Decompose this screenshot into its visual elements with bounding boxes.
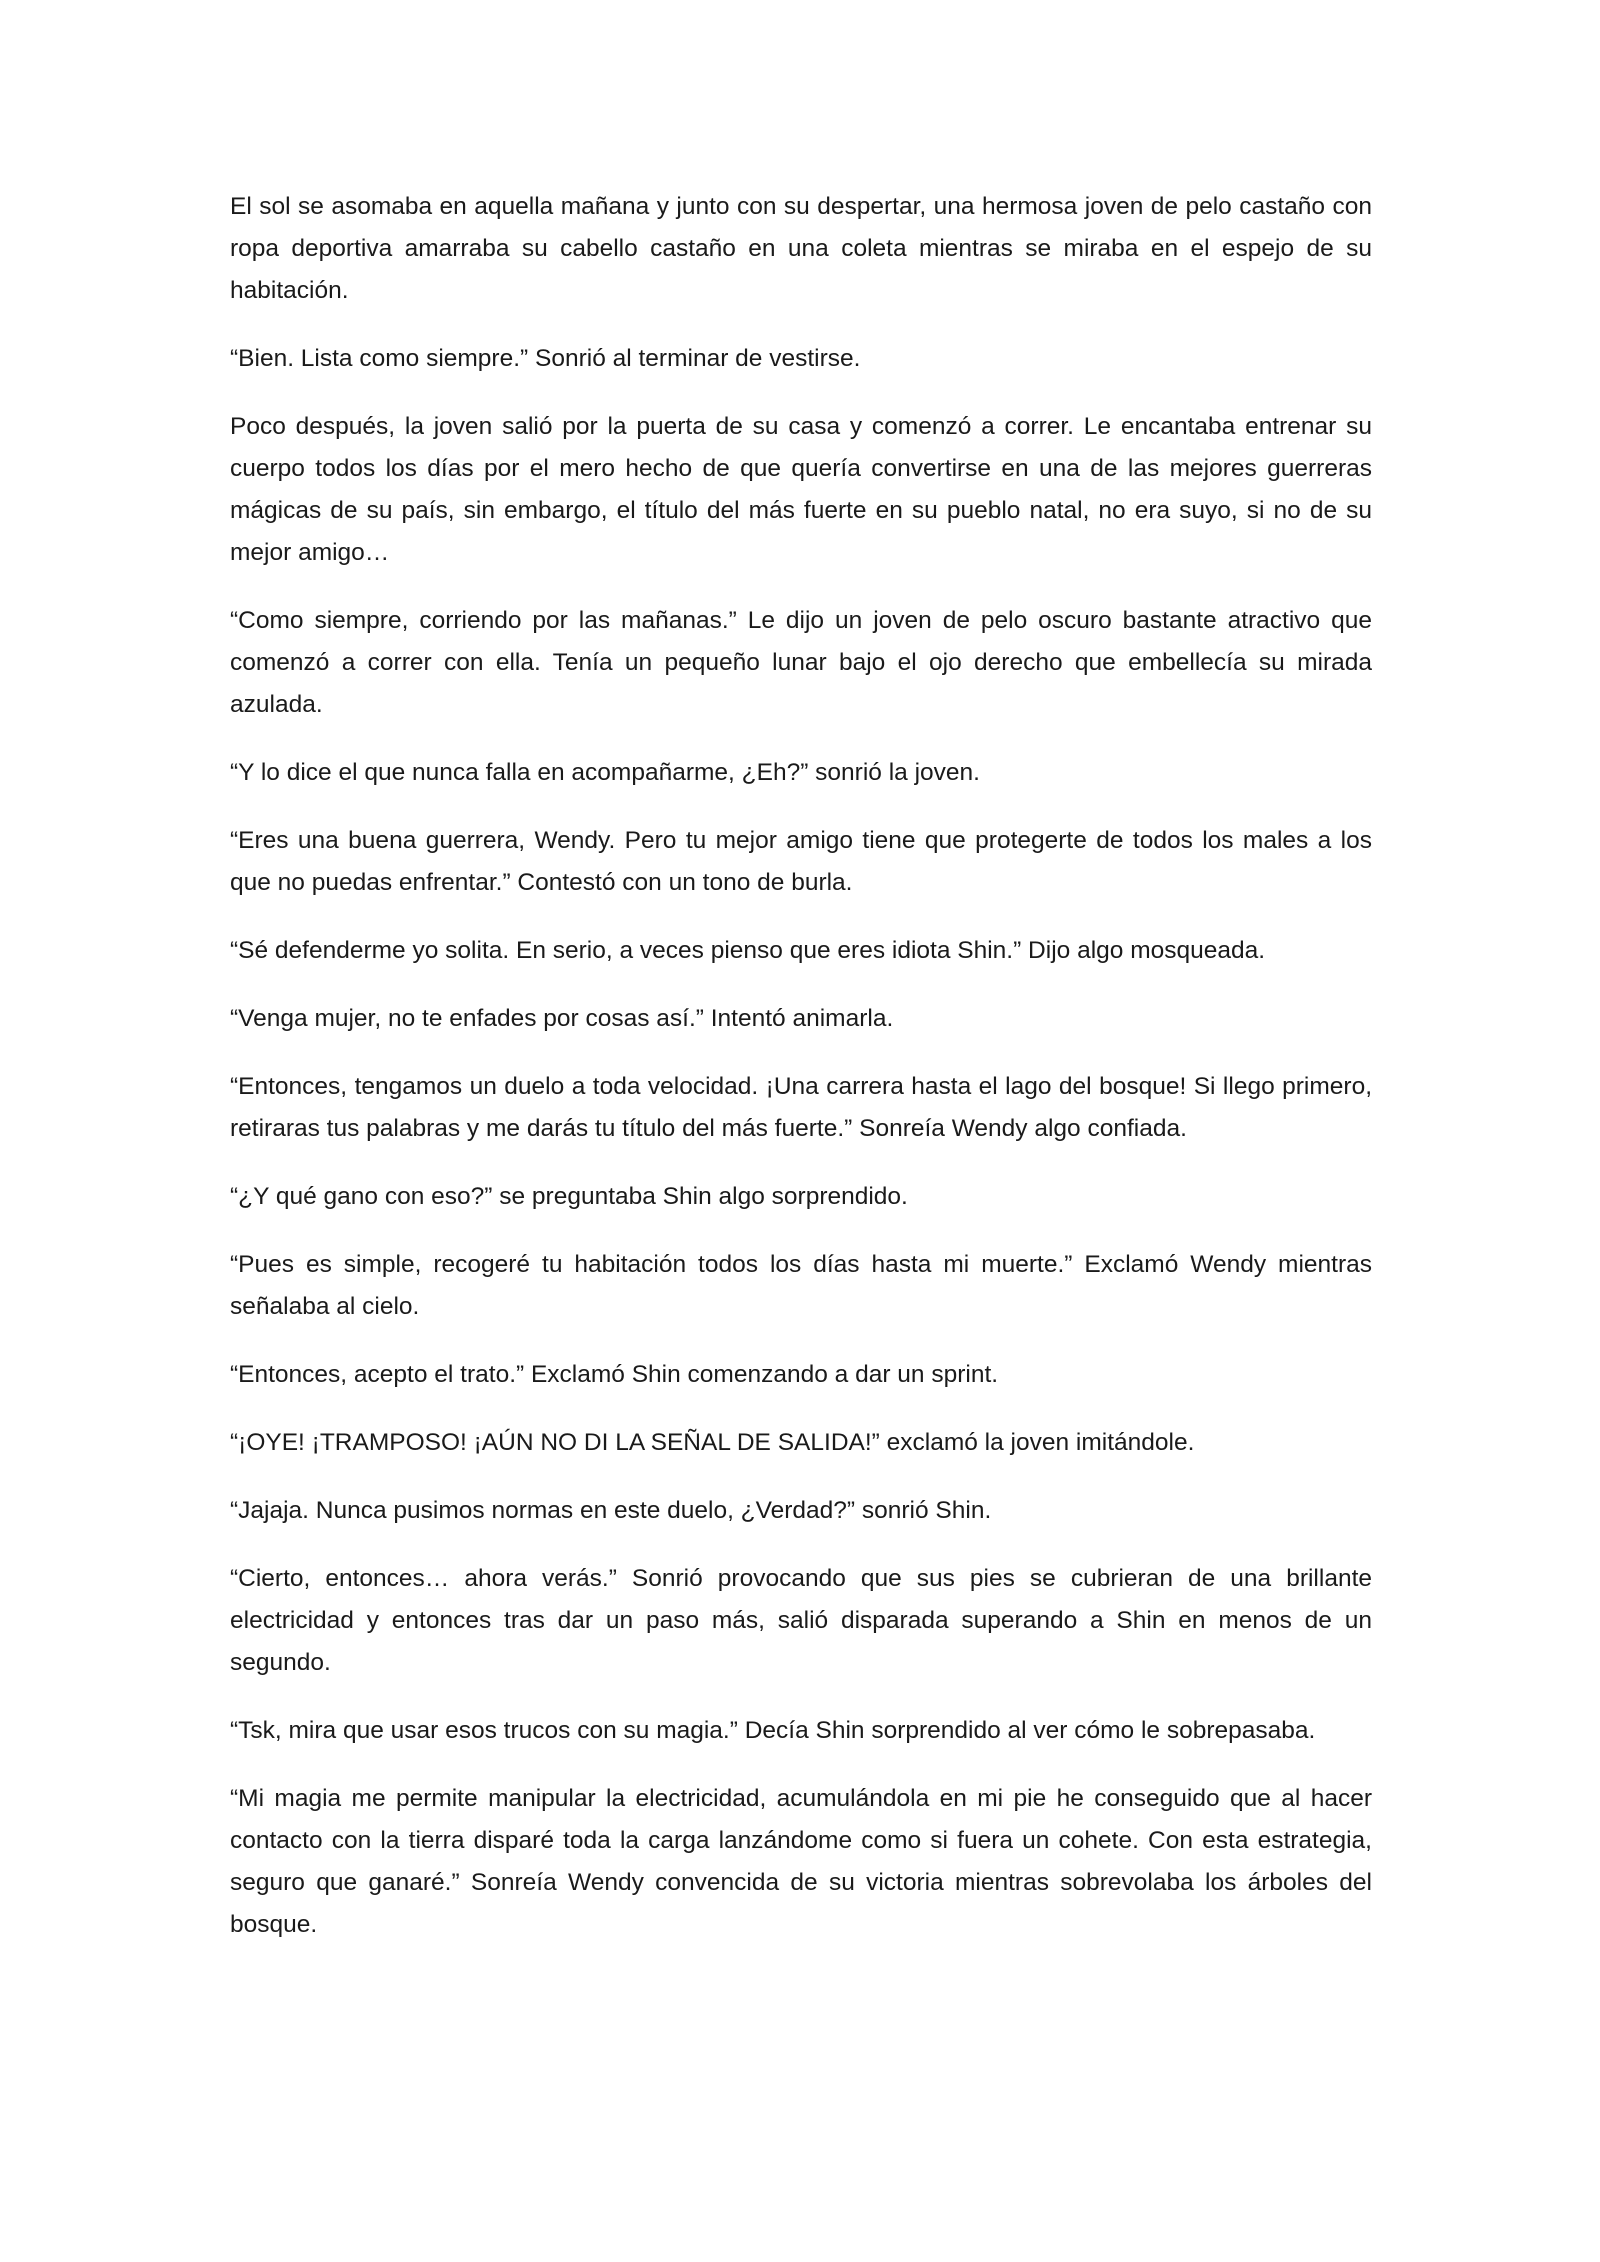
document-body [230,186,1372,1972]
paragraph: “Eres una buena guerrera, Wendy. Pero tu mejor amigo tiene que protegerte de todos los males a los que no puedas enfrentar.” Contestó con un tono de burla. [230,827,1372,896]
paragraph: “¿Y qué gano con eso?” se preguntaba Shin algo sorprendido. [230,1183,908,1210]
paragraph: El sol se asomaba en aquella mañana y junto con su despertar, una hermosa joven de pelo castaño con ropa deportiva amarraba su cabello castaño en una coleta mientras se miraba en el espejo de su habitación. [230,193,1372,304]
paragraph: “Sé defenderme yo solita. En serio, a veces pienso que eres idiota Shin.” Dijo algo mosqueada. [230,937,1266,964]
paragraph: “Entonces, tengamos un duelo a toda velocidad. ¡Una carrera hasta el lago del bosque! Si llego primero, retiraras tus palabras y me darás tu título del más fuerte.” Sonreía Wendy algo confiada. [230,1073,1372,1142]
paragraph: “Cierto, entonces… ahora verás.” Sonrió provocando que sus pies se cubrieran de una brillante electricidad y entonces tras dar un paso más, salió disparada superando a Shin en menos de un segundo. [230,1565,1372,1676]
paragraph: Poco después, la joven salió por la puerta de su casa y comenzó a correr. Le encantaba entrenar su cuerpo todos los días por el mero hecho de que quería convertirse en una de las mejores guerreras mágicas de su país, sin embargo, el título del más fuerte en su pueblo natal, no era suyo, si no de su mejor amigo… [230,413,1372,566]
paragraph: “Bien. Lista como siempre.” Sonrió al terminar de vestirse. [230,345,861,372]
paragraph: “Tsk, mira que usar esos trucos con su magia.” Decía Shin sorprendido al ver cómo le sobrepasaba. [230,1717,1316,1744]
paragraph: “Entonces, acepto el trato.” Exclamó Shin comenzando a dar un sprint. [230,1361,999,1388]
paragraph: “Jajaja. Nunca pusimos normas en este duelo, ¿Verdad?” sonrió Shin. [230,1497,992,1524]
paragraph: “Y lo dice el que nunca falla en acompañarme, ¿Eh?” sonrió la joven. [230,759,980,786]
paragraph: “Venga mujer, no te enfades por cosas así.” Intentó animarla. [230,1005,894,1032]
paragraph: “Como siempre, corriendo por las mañanas.” Le dijo un joven de pelo oscuro bastante atractivo que comenzó a correr con ella. Tenía un pequeño lunar bajo el ojo derecho que embellecía su mirada azulada. [230,607,1372,718]
paragraph: “Pues es simple, recogeré tu habitación todos los días hasta mi muerte.” Exclamó Wendy mientras señalaba al cielo. [230,1251,1372,1320]
paragraph: “¡OYE! ¡TRAMPOSO! ¡AÚN NO DI LA SEÑAL DE SALIDA!” exclamó la joven imitándole. [230,1429,1195,1456]
paragraph: “Mi magia me permite manipular la electricidad, acumulándola en mi pie he conseguido que al hacer contacto con la tierra disparé toda la carga lanzándome como si fuera un cohete. Con esta estrategia, seguro que ganaré.” Sonreía Wendy convencida de su victoria mientras sobrevolaba los árboles del bosque. [230,1785,1372,1938]
